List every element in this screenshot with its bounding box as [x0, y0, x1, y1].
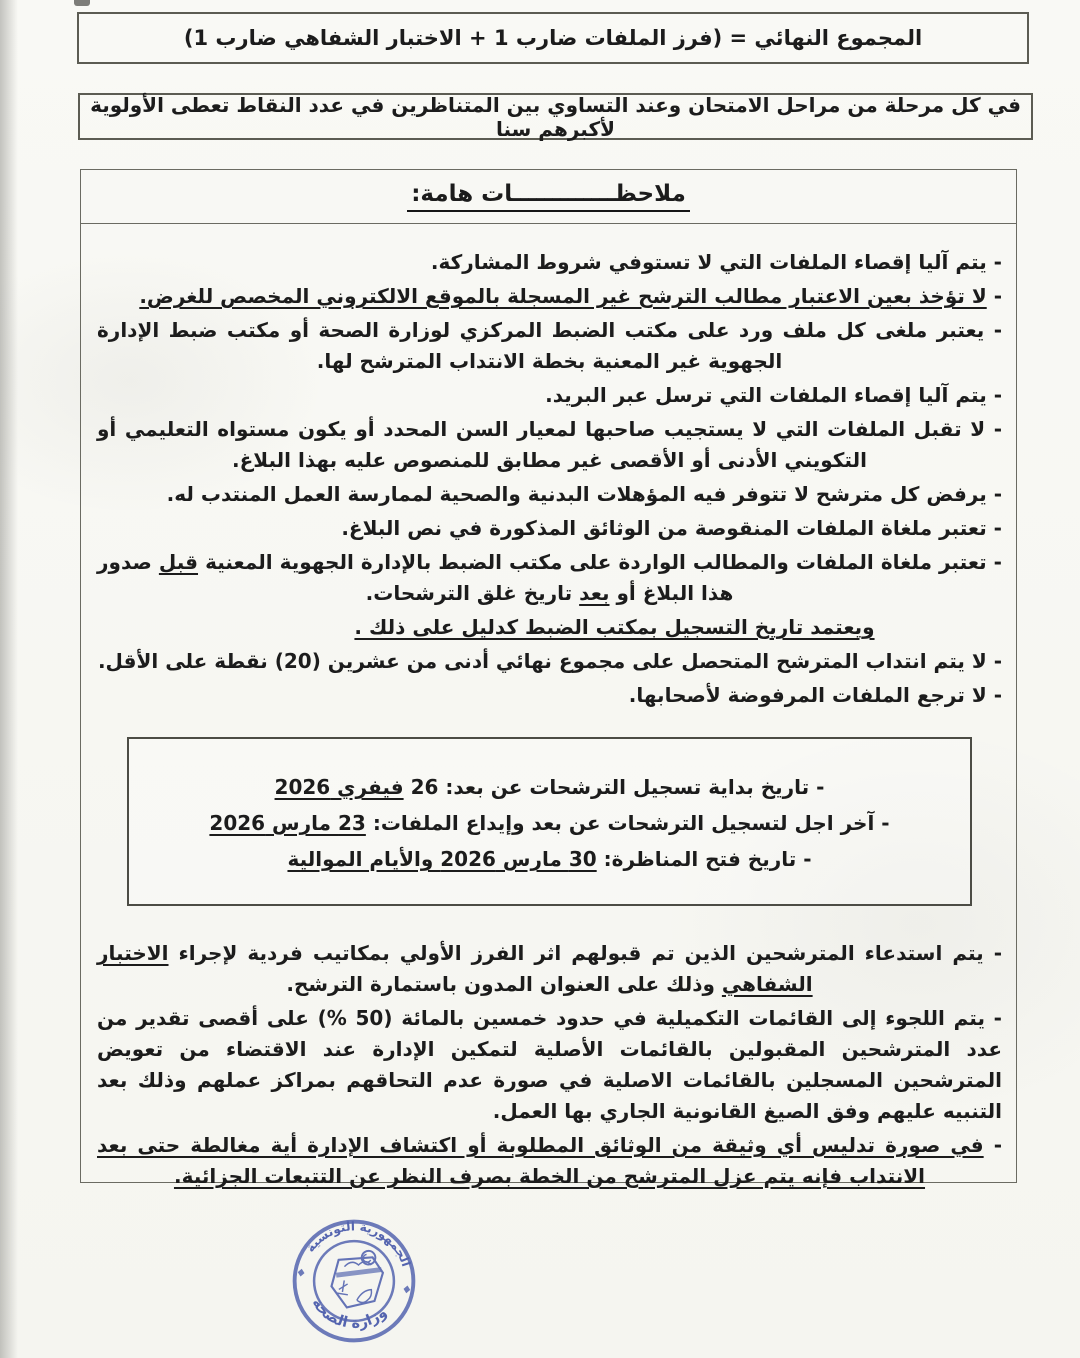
note-item: ويعتمد تاريخ التسجيل بمكتب الضبط كدليل على ذلك .	[354, 615, 875, 639]
important-notes-box	[80, 169, 1017, 1188]
note-item: - يتم آليا إقصاء الملفات التي ترسل عبر البريد.	[545, 383, 1002, 407]
note-item: - لا تقبل الملفات التي لا يستجيب صاحبها لمعيار السن المحدد أو يكون مستواه التعليمي أو التكويني الأدنى أو الأقصى غير مطابق للمنصوص عليه بهذا البلاغ.	[97, 417, 1002, 472]
scan-edge-shadow	[0, 0, 18, 1358]
tunisia-coat-of-arms-icon	[329, 1246, 386, 1312]
note-item: - تعتبر ملغاة الملفات المنقوصة من الوثائق المذكورة في نص البلاغ.	[341, 516, 1002, 540]
note-item: - تعتبر ملغاة الملفات والمطالب الواردة على مكتب الضبط بالإدارة الجهوية المعنية قبل صدور هذا البلاغ أو بعد تاريخ غلق الترشحات.	[97, 550, 1002, 605]
note-item: - لا يتم انتداب المترشح المتحصل على مجموع نهائي أدنى من عشرين (20) نقطة على الأقل.	[97, 649, 1002, 673]
date-line-registration-start: - تاريخ بداية تسجيل الترشحات عن بعد: 26 فيفري 2026	[274, 775, 825, 799]
note-item: - يتم آليا إقصاء الملفات التي لا تستوفي شروط المشاركة.	[430, 250, 1002, 274]
stamp-separator-star-left	[297, 1268, 305, 1277]
date-line-registration-deadline: - آخر اجل لتسجيل الترشحات عن بعد وإيداع الملفات: 23 مارس 2026	[209, 811, 890, 835]
stamp-separator-star-right	[403, 1285, 411, 1294]
stamp-bottom-text: وزارة الصحة	[308, 1295, 391, 1332]
final-total-formula-box	[77, 12, 1029, 64]
note-item: - يعتبر ملغى كل ملف ورد على مكتب الضبط المركزي لوزارة الصحة أو مكتب ضبط الإدارة الجهوية غير المعنية بخطة الانتداب المترشح لها.	[97, 318, 1002, 373]
note-item: - يتم استدعاء المترشحين الذين تم قبولهم اثر الفرز الأولي بمكاتيب فردية لإجراء الاختبار الشفاهي وذلك على العنوان المدون باستمارة الترشح.	[97, 941, 1002, 996]
ministry-stamp	[270, 1197, 437, 1358]
note-item: - لا تؤخذ بعين الاعتبار مطالب الترشح غير المسجلة بالموقع الالكتروني المخصص للغرض.	[139, 284, 1002, 308]
registration-dates-box	[127, 737, 972, 906]
notes-body	[81, 224, 1016, 1195]
stamp-top-text: الجمهورية التونسية	[303, 1219, 414, 1269]
notes-heading: ملاحظـــــــــــــات هامة:	[407, 181, 690, 212]
note-item: - يرفض كل مترشح لا تتوفر فيه المؤهلات البدنية والصحية لممارسة العمل المنتدب له.	[166, 482, 1002, 506]
notes-heading-band	[81, 170, 1016, 224]
tie-break-rule-text: في كل مرحلة من مراحل الامتحان وعند التساوي بين المتناظرين في عدد النقاط تعطى الأولوية لأكبرهم سنا	[90, 92, 1021, 141]
date-line-competition-opening: - تاريخ فتح المناظرة: 30 مارس 2026 والأيام الموالية	[287, 847, 812, 871]
final-total-formula-text: المجموع النهائي = (فرز الملفات ضارب 1 + الاختبار الشفاهي ضارب 1)	[183, 26, 923, 50]
tie-break-rule-box	[78, 93, 1033, 140]
note-item: - في صورة تدليس أي وثيقة من الوثائق المطلوبة أو اكتشاف الإدارة أية مغالطة حتى بعد الانتداب فإنه يتم عزل المترشح من الخطة بصرف النظر عن التتبعات الجزائية.	[97, 1133, 1003, 1188]
note-item: - لا ترجع الملفات المرفوضة لأصحابها.	[628, 683, 1002, 707]
svg-text:وزارة الصحة	[305, 1293, 392, 1338]
note-item: - يتم اللجوء إلى القائمات التكميلية في حدود خمسين بالمائة (50 %) على أقصى تقدير من عدد المترشحين المقبولين بالقائمات الأصلية لتمكين الإدارة عند الاقتضاء من تعويض المترشحين المسجلين بالقائمات الاصلية في صورة عدم التحاقهم بمراكز عملهم وذلك بعد التنبيه عليهم وفق الصيغ القانونية الجاري بها العمل.	[97, 1006, 1002, 1123]
scan-artifact-mark	[74, 0, 90, 6]
